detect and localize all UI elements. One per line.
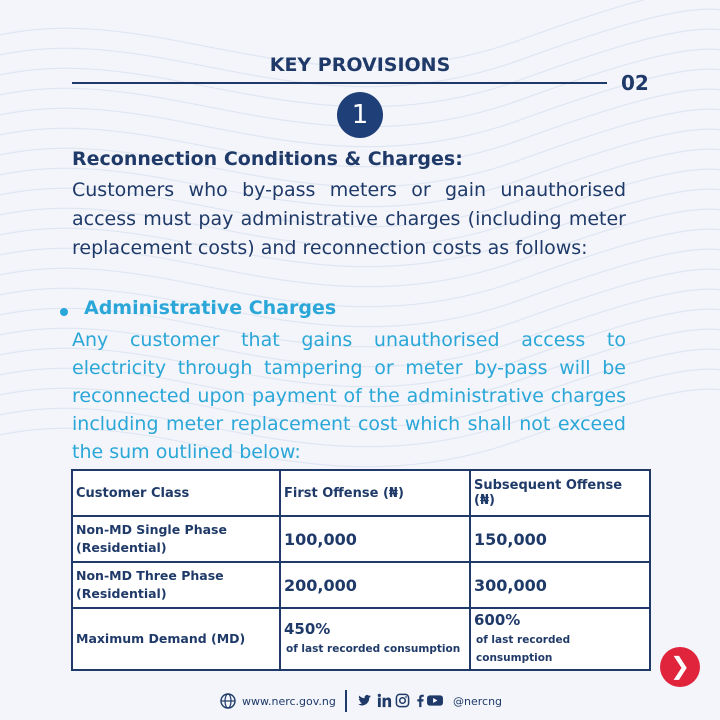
first-offense-value: 450% xyxy=(284,620,331,638)
title-divider xyxy=(72,82,607,84)
youtube-icon[interactable] xyxy=(426,693,444,708)
table-row xyxy=(72,562,650,608)
page-title: KEY PROVISIONS xyxy=(269,54,451,76)
next-slide-button[interactable] xyxy=(660,647,700,687)
linkedin-icon[interactable] xyxy=(377,693,392,708)
bullet-icon xyxy=(60,308,68,316)
first-offense-cell: 100,000 xyxy=(280,516,470,562)
subsequent-offense-cell: 300,000 xyxy=(470,562,650,608)
subsequent-offense-cell xyxy=(470,608,650,670)
bullet-paragraph: Any customer that gains unauthorised access to electricity through tampering or meter by-pass will be reconnected upon payment of the administrative charges including meter replacement cost which shall not exceed the sum outlined below: xyxy=(72,329,626,463)
bullet-heading: Administrative Charges xyxy=(84,297,337,319)
first-offense-note: of last recorded consumption xyxy=(286,643,461,655)
section-heading: Reconnection Conditions & Charges: xyxy=(72,148,463,170)
table-row xyxy=(72,516,650,562)
customer-class-cell: Maximum Demand (MD) xyxy=(72,608,280,670)
subsequent-offense-cell: 150,000 xyxy=(470,516,650,562)
step-number-badge: 1 xyxy=(337,92,383,138)
customer-class-cell: Non-MD Three Phase (Residential) xyxy=(72,562,280,608)
table-header-cell: First Offense (₦) xyxy=(280,470,470,516)
first-offense-cell xyxy=(280,608,470,670)
social-handle[interactable]: @nercng xyxy=(453,695,503,708)
page-number: 02 xyxy=(621,71,649,95)
footer-divider xyxy=(345,690,347,712)
website-link[interactable]: www.nerc.gov.ng xyxy=(242,695,336,708)
chevron-right-icon: ❯ xyxy=(669,652,691,680)
twitter-icon[interactable] xyxy=(357,693,372,708)
charges-table xyxy=(71,469,651,671)
customer-class-cell: Non-MD Single Phase (Residential) xyxy=(72,516,280,562)
section-intro: Customers who by-pass meters or gain unauthorised access must pay administrative charges (including meter replacement costs) and reconnection costs as follows: xyxy=(72,179,626,259)
table-header-row xyxy=(72,470,650,516)
subsequent-offense-note: of last recorded consumption xyxy=(476,634,571,664)
footer xyxy=(0,690,720,714)
instagram-icon[interactable] xyxy=(395,693,410,708)
table-header-cell: Subsequent Offense (₦) xyxy=(470,470,650,516)
first-offense-cell: 200,000 xyxy=(280,562,470,608)
subsequent-offense-value: 600% xyxy=(474,611,521,629)
table-row xyxy=(72,608,650,670)
globe-icon xyxy=(220,693,236,709)
table-header-cell: Customer Class xyxy=(72,470,280,516)
